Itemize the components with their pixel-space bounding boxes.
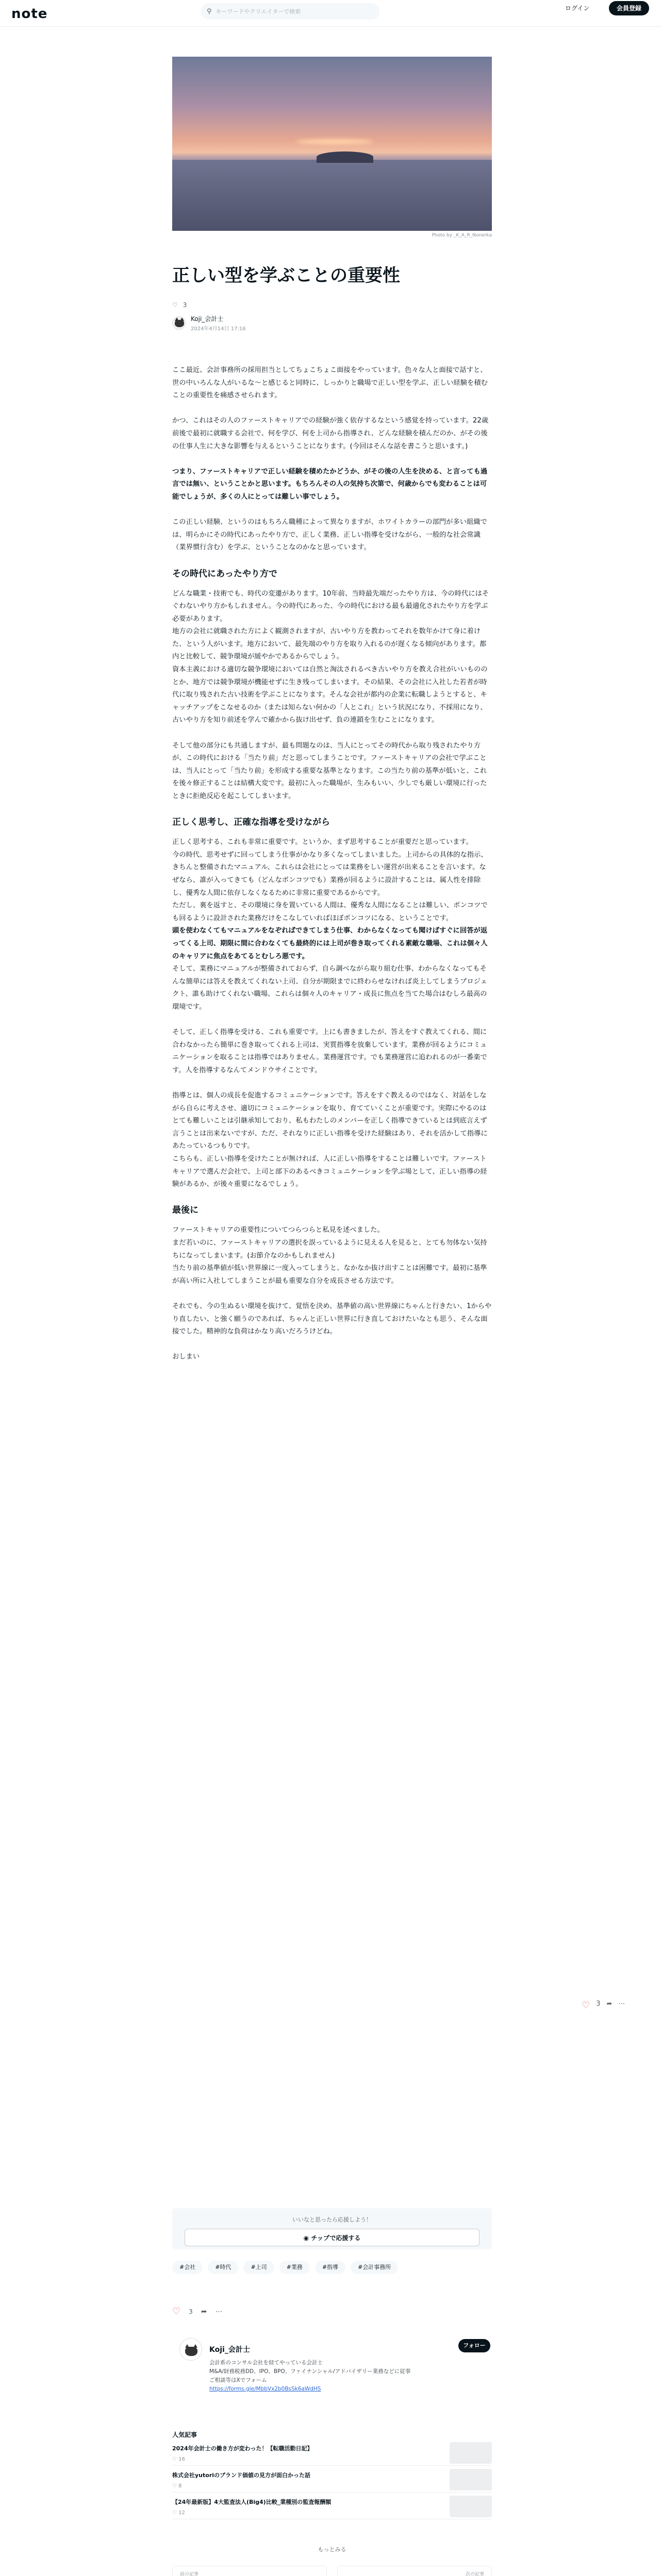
author-profile: [172, 2329, 492, 2416]
author-row[interactable]: [172, 314, 246, 332]
author-avatar[interactable]: [172, 316, 186, 330]
thumbnail: [450, 2442, 492, 2464]
more-icon[interactable]: ⋯: [618, 2000, 625, 2008]
bold-text: つまり、ファーストキャリアで正しい経験を積めたかどうか、がその後の人生を決める、と言っても過言では無い、ということかと思います。もちろんその人の気持ち次第で、何歳からでも変わることは可能でしょうが、多くの人にとっては難しい事でしょう。: [172, 467, 488, 501]
paragraph: そして他の部分にも共通しますが、最も問題なのは、当人にとってその時代から取り残されたやり方が、この時代における「当たり前」だと思ってしまうことです。ファーストキャリアの会社で学ぶことは、当人にとって「当たり前」を形成する重要な基準となります。この当たり前の基準が低いと、これを後々修正することは結構大変です。最初に入った職場が、生みもいい、少しでも厳しい環境に行ったときに拒絶反応を起こしてしまいます。: [172, 741, 487, 800]
note-logo[interactable]: note: [11, 6, 48, 22]
tag-item[interactable]: #会社: [172, 2261, 203, 2274]
profile-link[interactable]: https://forms.gle/MbbVx2b0BsSk6aWdHS: [209, 2386, 321, 2392]
search-icon: ⚲: [207, 7, 212, 15]
search-box[interactable]: [201, 3, 379, 20]
follow-button[interactable]: フォロー: [458, 2339, 490, 2352]
section-heading: その時代にあったやり方で: [172, 568, 277, 579]
profile-name[interactable]: Koji_会計士: [209, 2346, 250, 2354]
list-item-likes: [172, 2483, 492, 2489]
paragraph: この正しい経験、というのはもちろん職種によって異なりますが、ホワイトカラーの部門が多い組織では、明らかにその時代にあったやり方で、正しく業務、正しい指導を受けながら、一般的な社会常識（業界慣行含む）を学ぶ、ということなのかなと思っています。: [172, 518, 487, 552]
island-silhouette: [317, 151, 373, 163]
list-item[interactable]: [172, 2466, 492, 2493]
bio-text: 会計系のコンサル会社を経てやっている会計士 M&A/財務税務DD、IPO、BPO、ファイナンシャル/アドバイザリー業務などに従事 ご相談等はXでフォーム: [209, 2360, 411, 2383]
site-header: [0, 0, 662, 27]
heart-icon[interactable]: ♡: [582, 2000, 590, 2011]
login-link[interactable]: ログイン: [565, 5, 590, 12]
thumbnail: [450, 2469, 492, 2490]
sea: [172, 160, 492, 231]
paragraph: そして、業務にマニュアルが整備されておらず、自ら調べながら取り組む仕事、わからなくなってもそんな簡単には答えを教えてくれない上司、自分が期限までに終わらせなければ炎上してしまうプロジェクト、誰も助けてくれない職場、これらは個々人のキャリア・成長に焦点を当てた場合はむしろ最高の環境です。: [172, 965, 487, 1011]
list-item[interactable]: [172, 2493, 492, 2519]
heart-outline-icon[interactable]: ♡: [172, 301, 178, 309]
tag-item[interactable]: #上司: [243, 2261, 274, 2274]
paragraph: 正しく思考する、これも非常に重要です。というか、まず思考することが重要だと思っています。 今の時代、思考せずに回ってしまう仕事がかなり多くなってしまいました。上司からの具体的な指示、きちんと整備されたマニュアル、これらは会社にとっては業務をしい運営が出来ることを言います。なぜなら、誰が入ってきても（どんなポンコツでも）業務が回るように設計することは、属人性を排除し、優秀な人間に依存しなくなるために非常に重要であるからです。 ただし、裏を返すと、その環境に身を置いている人間は、優秀な人間になることは難しい、ポンコツでも回るように設計された業務だけをこなしていればほぼポンコツになる、ということです。: [172, 838, 488, 922]
list-item-likes: [172, 2510, 492, 2516]
publish-date: 2024年4月14日 17:16: [191, 326, 246, 332]
bold-text: 頭を使わなくてもマニュアルをなぞればできてしまう仕事、わからなくなっても聞けばすぐに回答が返ってくる上司、期限に間に合わなくても最終的には上司が巻き取ってくれる素敵な職場、これは個々人のキャリアに焦点をあてるとむしろ悪です。: [172, 927, 488, 960]
tag-item[interactable]: #業務: [279, 2261, 310, 2274]
nav-label: 次の記事: [465, 2572, 484, 2576]
cat-icon: [185, 2347, 197, 2356]
paragraph: 指導とは、個人の成長を促進するコミュニケーションです。答えをすぐ教えるのではなく、対話をしながら自らに考えさせ、適切にコミュニケーションを取り、育てていくことが重要です。実際にやるのはとても難しいことは引継承知しており、私もわたしのメンバーを正しく指導できているとは到底言えず言うことは出来ないですが、ただ、それなりに正しい指導を受けた経験はあり、それを活かして指導にあたっているつもりです。 こちらも、正しい指導を受けたことが無ければ、人に正しい指導をすることは難しいです。ファーストキャリアで選んだ会社で、上司と部下のあるべきコミュニケーションを学ぶ場として、正しい指導の経験があるか、が後々重要になるでしょう。: [172, 1092, 488, 1189]
section-label: 人気記事: [172, 2431, 197, 2438]
share-icon[interactable]: ➦: [201, 2307, 207, 2316]
support-text: いいなと思ったら応援しよう！: [292, 2216, 372, 2223]
profile-avatar[interactable]: [179, 2338, 202, 2361]
section-heading: 最後に: [172, 1205, 198, 1216]
profile-bio: [209, 2359, 452, 2394]
article-body: [172, 364, 492, 1377]
heart-outline-icon: ♡: [172, 2456, 179, 2462]
sunset-glow: [296, 139, 373, 144]
author-name[interactable]: Koji_会計士: [191, 315, 224, 323]
action-bar: [172, 2306, 492, 2317]
nav-label: 前の記事: [180, 2572, 199, 2576]
share-icon[interactable]: ➦: [606, 2000, 613, 2008]
tip-button[interactable]: [185, 2229, 479, 2246]
article-title: 正しい型を学ぶことの重要性: [172, 265, 400, 286]
more-link[interactable]: もっとみる: [318, 2546, 346, 2553]
section-heading: 正しく思考し、正確な指導を受けながら: [172, 817, 330, 828]
heart-outline-icon: ♡: [172, 2510, 179, 2516]
paragraph: ここ最近、会計事務所の採用担当としてちょこちょこ面接をやっています。色々な人と面接で話すと、世の中いろんな人がいるな〜と感じると同時に、しっかりと職場で正しい型を学ぶ、正しい経験を積むことの重要性を痛感させられます。: [172, 366, 488, 400]
more-icon[interactable]: ⋯: [215, 2307, 223, 2316]
heart-outline-icon: ♡: [172, 2483, 179, 2489]
list-item-title: 【24年最新版】4大監査法人(Big4)比較_業種別の監査報酬額: [172, 2499, 332, 2505]
floating-actions: [582, 2000, 625, 2011]
heart-icon[interactable]: ♡: [172, 2306, 181, 2317]
like-count: 3: [183, 301, 187, 309]
paragraph: ファーストキャリアの重要性についてつらつらと私見を述べました。 まだ若いのに、ファーストキャリアの選択を誤っているように見える人を見ると、とても勿体ない気持ちになってしまいます。(お節介なのかもしれません) 当たり前の基準値が低い世界線に一度入ってしまうと、なかなか抜け出すことは困難です。最初に基準が高い所に入社してしまうことが最も重要な自分を成長させる方法です。: [172, 1226, 487, 1285]
likes-value: 8: [178, 2483, 182, 2489]
list-item-title: 2024年会計士の働き方が変わった！【転職活動日記】: [172, 2445, 313, 2452]
paragraph: それでも、今の生ぬるい環境を抜けて、覚悟を決め、基準値の高い世界線にちゃんと行きたい、1からやり直したい、と強く願うのであれば、ちゃんと正しい世界に行き直しておけたいなとも思う、そんな面接でした。精神的な負荷はかなり高いだろうけどね。: [172, 1302, 492, 1336]
support-box: [172, 2208, 492, 2249]
tip-icon: ◉: [303, 2234, 311, 2242]
tag-item[interactable]: #指導: [315, 2261, 345, 2274]
paragraph: どんな職業・技術でも、時代の変遷があります。10年前、当時最先端だったやり方は、今の時代にはそぐわないやり方かもしれません。今の時代にあった、今の時代における最も最適化されたやり方を学ぶ必要があります。 地方の会社に就職された方によく観測されますが、古いやり方を教わってそれを数年かけて身に着けた、という人がいます。地方において、最先端のやり方を取り入れるのが遅くなる傾向があります。都内と比較して、競争環境が緩やかであるからでしょう。 資本主義における適切な競争環境においては自然と淘汰されるべき古いやり方を教え合社がいいもののとか、地方では競争環境が機能せずに生き残ってしまいます。その結果、その会社に入社した若者が時代に取り残された古い技術を学ぶことになります。そんな会社が都内の企業に転職しようとすると、キャッチアップをこなせるのか（または知らない何かの「人とこれ」という状況になり、不採用になり、古いやり方を知り前述を学んで確かから抜け出せず、負の連鎖を生むことになります。: [172, 589, 489, 724]
like-count: 3: [189, 2308, 193, 2315]
paragraph: [172, 466, 492, 504]
tip-label: チップで応援する: [311, 2234, 361, 2242]
like-row: [172, 301, 187, 309]
paragraph: そして、正しく指導を受ける、これも重要です。上にも書きましたが、答えをすぐ教えてくれる、間に合わなかったら簡単に巻き取ってくれる上司は、実質指導を放棄しています。業務が回るようにコミュニケーションを取ることは指導ではありません。業務運営です。でも業務運営に追われるのが一番楽です。人を指導するなんてメンドウサイことです。: [172, 1028, 487, 1074]
hero-image: [172, 57, 492, 231]
paragraph: かつ、これはその人のファーストキャリアでの経験が強く依存するなという感覚を持っています。22歳前後で最初に就職する会社で、何を学び、何を上司から指導され、どんな経験を積んだのか、がその後の仕事人生に大きな影響を与えるということになります。(今回はそんな話を書こうと思います。): [172, 417, 489, 450]
register-button[interactable]: 会員登録: [609, 1, 649, 15]
tag-item[interactable]: #時代: [208, 2261, 238, 2274]
list-item-title: 株式会社yutoriのブランド価値の見方が面白かった話: [172, 2472, 311, 2479]
prev-article[interactable]: [172, 2566, 327, 2576]
popular-articles: [172, 2430, 492, 2519]
next-article[interactable]: [337, 2566, 492, 2576]
list-item-likes: [172, 2456, 492, 2462]
photo-credit: Photo by _K_A_R_Nonerka: [432, 233, 492, 238]
tag-item[interactable]: #会計事務所: [351, 2261, 398, 2274]
search-input[interactable]: [216, 8, 373, 15]
likes-value: 16: [178, 2456, 185, 2462]
paragraph: おしまい: [172, 1353, 200, 1361]
paragraph: [172, 925, 492, 963]
list-item[interactable]: [172, 2439, 492, 2466]
tag-list: [172, 2261, 398, 2274]
thumbnail: [450, 2496, 492, 2517]
floating-like-count: 3: [596, 2000, 601, 2008]
cat-icon: [175, 320, 184, 327]
likes-value: 12: [178, 2510, 185, 2516]
